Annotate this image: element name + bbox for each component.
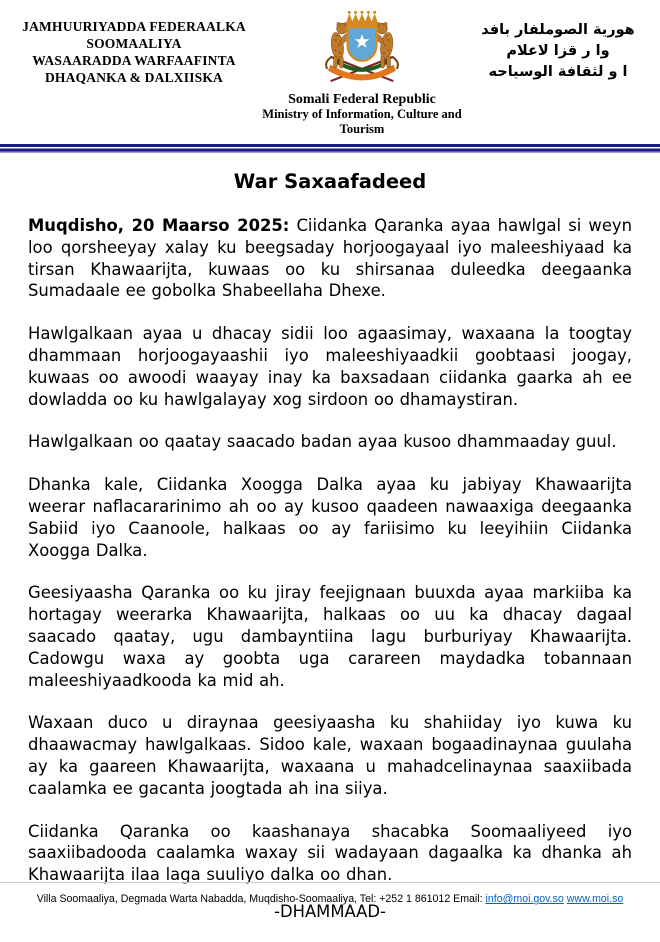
- letterhead-center: [252, 6, 472, 137]
- paragraph-2: Hawlgalkaan ayaa u dhacay sidii loo agaasimay, waxaana la toogtay dhammaan horjoogayaashii iyo maleeshiyaadkii goobtaasi joogay, kuwaas oo awoodi waayay inay ka baxsadaan ciidanka gaarka ah ee dowladda oo ku hawlgalayay xog sirdoon oo dhamaystiran.: [28, 324, 632, 409]
- ministry-arabic-line-3: ا و لثقافة الوسياحه: [488, 64, 628, 80]
- paragraph-6: Waxaan duco u diraynaa geesiyaasha ku shahiiday iyo kuwa ku dhaawacmay hawlgalkaas. Sidoo kale, waxaan bogaadinaynaa guulaha ay ka gaareen Khawaarijta, waxaana u mahadcelinaynaa saaxiibada caalamka ee gacanta joogtada ah ina siiya.: [28, 713, 632, 798]
- document-title: War Saxaafadeed: [233, 170, 427, 193]
- paragraph-3: Hawlgalkaan oo qaatay saacado badan ayaa kusoo dhammaaday guul.: [28, 432, 617, 452]
- somalia-coat-of-arms-icon: [311, 6, 413, 91]
- paragraph-1-text: Ciidanka Qaranka ayaa hawlgal si weyn loo qorsheeyay xalay ku beegsaday horjoogayaal iyo maleeshiyaad ka tirsan Khawaarijta, kuwaas oo ku shirsanaa duleedka deegaanka Sumadaale ee gobolka Shabeellaha Dhexe.: [28, 216, 632, 301]
- ministry-name-somali-block: [16, 18, 252, 86]
- crown-icon: [347, 14, 378, 27]
- footer-website-link[interactable]: www.moi.so: [566, 893, 624, 905]
- ministry-somali-line-4: DHAQANKA & DALXIISKA: [44, 70, 224, 85]
- ministry-arabic-line-1: هورية الصوملفار بافد: [481, 22, 635, 38]
- paragraph-1: [28, 215, 632, 302]
- dateline: Muqdisho, 20 Maarso 2025:: [28, 216, 290, 235]
- letterhead: [0, 0, 660, 137]
- ministry-arabic-line-2: وا ر قزا لاعلام: [506, 43, 610, 59]
- ministry-name-english: Ministry of Information, Culture and Tourism: [262, 107, 462, 136]
- end-mark: -DHAMMAAD-: [274, 901, 386, 921]
- crown-points: [348, 11, 377, 14]
- footer-address: Villa Soomaaliya, Degmada Warta Nabadda, Muqdisho-Soomaaliya, Tel: +252 1 861012 Email:: [36, 893, 486, 905]
- ministry-somali-line-3: WASAARADDA WARFAAFINTA: [32, 53, 236, 68]
- ministry-somali-line-1: JAMHUURIYADDA FEDERAALKA: [22, 19, 246, 34]
- ministry-name-arabic-block: [472, 20, 644, 83]
- paragraph-4: Dhanka kale, Ciidanka Xoogga Dalka ayaa ku jabiyay Khawaarijta weerar naflacararinimo ah oo ay kusoo qaadeen nawaaxiga deegaanka Sabiid iyo Caanoole, halkaas oo ay fariisimo ku leeyihiin Ciidanka Xoogga Dalka.: [28, 475, 632, 560]
- republic-name-english: Somali Federal Republic: [288, 92, 436, 107]
- ministry-somali-line-2: SOOMAALIYA: [86, 36, 182, 51]
- paragraph-7: Ciidanka Qaranka oo kaashanaya shacabka Soomaaliyeed iyo saaxiibadooda caalamka waxay sii wadayaan dagaalka ka dhanka ah Khawaarijta ilaa laga suuliyo dalka oo dhan.: [28, 821, 632, 885]
- footer-email-link[interactable]: info@moi.gov.so: [485, 893, 564, 905]
- document-footer: [0, 882, 660, 906]
- paragraph-5: Geesiyaasha Qaranka oo ku jiray feejignaan buuxda ayaa markiiba ka hortagay weerarka Khawaarijta, halkaas oo uu ka dhacay dagaal saacado qaatay, ugu dambayntiina lagu burburiyay Khawaarijta. Cadowgu waxa ay goobta uga carareen maydadka tobannaan maleeshiyaadkooda ka mid ah.: [28, 583, 632, 690]
- header-divider-rule: [0, 144, 660, 153]
- document-body: [0, 170, 660, 921]
